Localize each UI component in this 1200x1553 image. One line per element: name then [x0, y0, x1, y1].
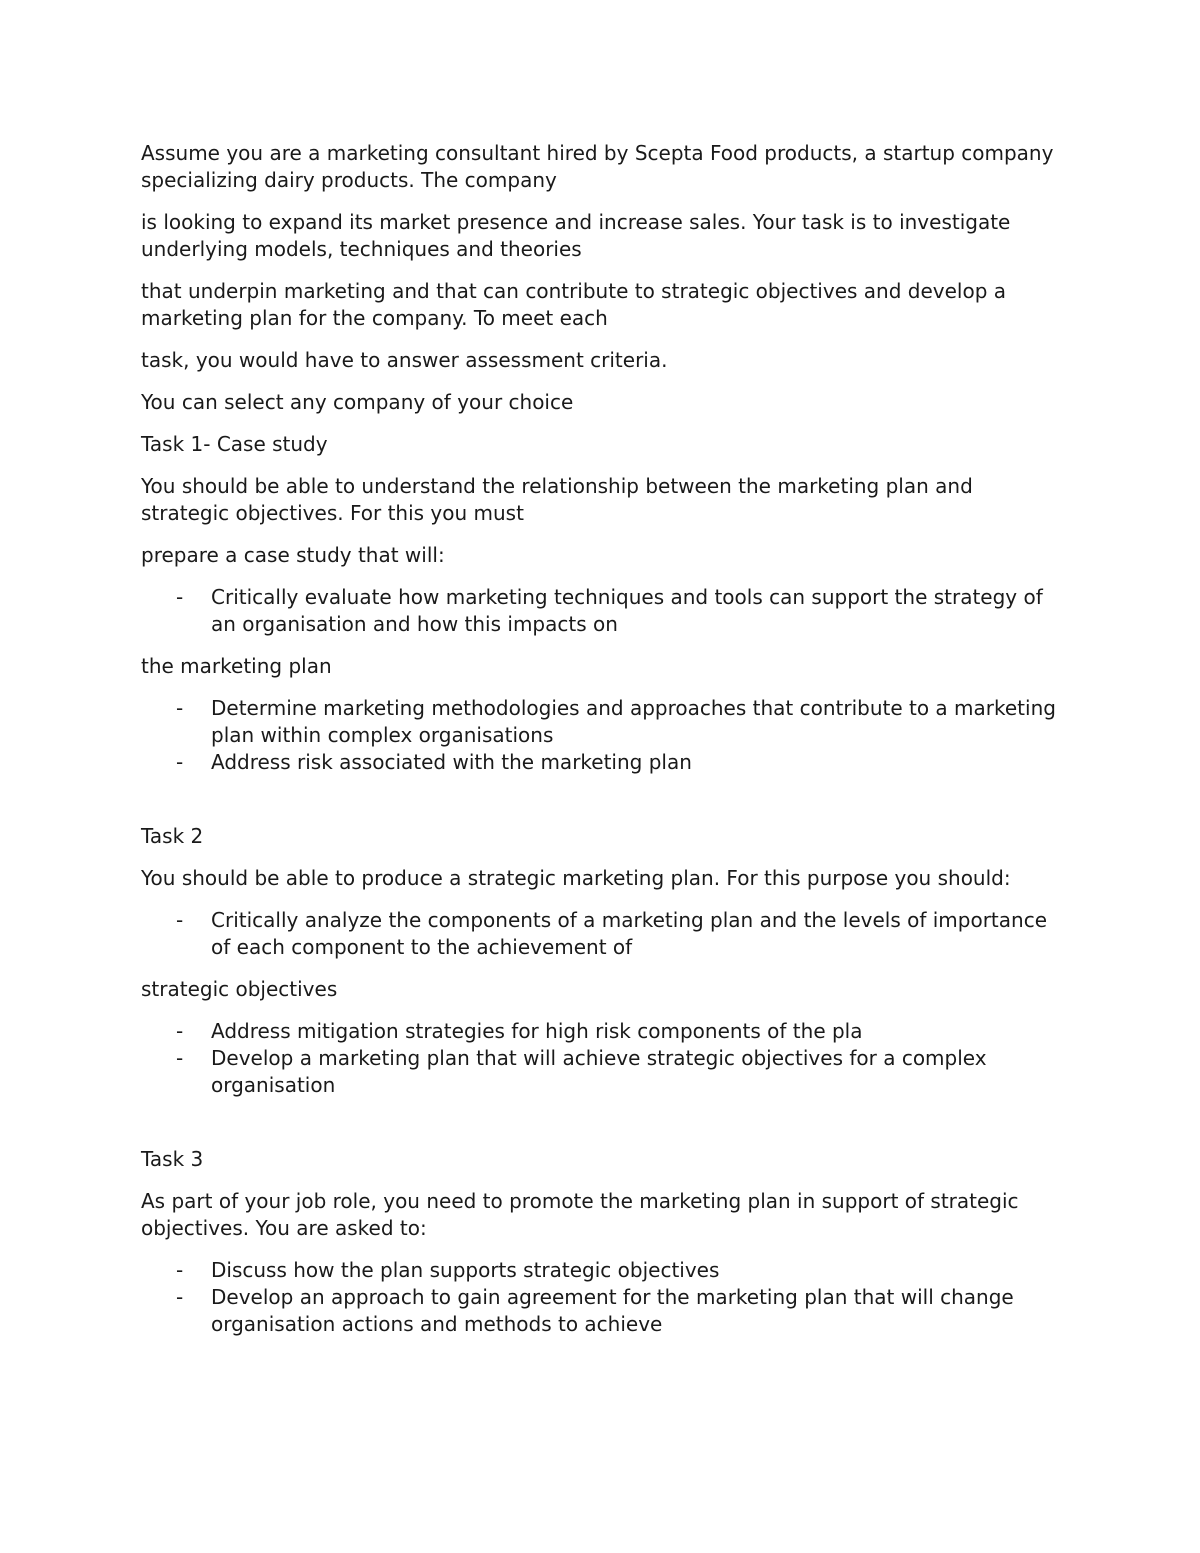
bullet-marker: - — [176, 750, 184, 774]
task2-paragraph-1: You should be able to produce a strategic marketing plan. For this purpose you should: — [141, 866, 1011, 890]
task1-bullet-list-a — [141, 584, 1061, 638]
list-item-text: Address risk associated with the marketing plan — [211, 750, 692, 774]
list-item — [141, 1257, 1061, 1284]
list-item-text: Determine marketing methodologies and approaches that contribute to a marketing plan within complex organisations — [211, 696, 1056, 747]
bullet-marker: - — [176, 1019, 184, 1043]
task3-heading: Task 3 — [141, 1147, 204, 1171]
list-item-text: Address mitigation strategies for high risk components of the pla — [211, 1019, 863, 1043]
intro-paragraph-3: that underpin marketing and that can contribute to strategic objectives and develop a marketing plan for the company. To meet each — [141, 279, 1006, 330]
bullet-marker: - — [176, 585, 184, 609]
task1-paragraph-1: You should be able to understand the relationship between the marketing plan and strategic objectives. For this you must — [141, 474, 973, 525]
list-item — [141, 1045, 1061, 1099]
list-item-text: Develop a marketing plan that will achieve strategic objectives for a complex organisation — [211, 1046, 987, 1097]
task2-continuation: strategic objectives — [141, 977, 338, 1001]
bullet-marker: - — [176, 1258, 184, 1282]
task1-bullet-list-b — [141, 695, 1061, 776]
list-item-text: Discuss how the plan supports strategic objectives — [211, 1258, 720, 1282]
bullet-marker: - — [176, 1046, 184, 1070]
list-item — [141, 907, 1061, 961]
list-item-text: Critically evaluate how marketing techniques and tools can support the strategy of an organisation and how this impacts on — [211, 585, 1043, 636]
section-spacer — [141, 1114, 1061, 1146]
task3-bullet-list — [141, 1257, 1061, 1338]
list-item — [141, 584, 1061, 638]
task2-bullet-list-b — [141, 1018, 1061, 1099]
task2-bullet-list-a — [141, 907, 1061, 961]
task1-paragraph-2: prepare a case study that will: — [141, 543, 445, 567]
task3-paragraph-1: As part of your job role, you need to promote the marketing plan in support of strategic objectives. You are asked to: — [141, 1189, 1019, 1240]
list-item — [141, 749, 1061, 776]
list-item — [141, 1284, 1061, 1338]
list-item — [141, 1018, 1061, 1045]
intro-paragraph-2: is looking to expand its market presence and increase sales. Your task is to investigate underlying models, techniques and theories — [141, 210, 1011, 261]
task1-heading: Task 1- Case study — [141, 432, 328, 456]
list-item-text: Critically analyze the components of a marketing plan and the levels of importance of each component to the achievement of — [211, 908, 1047, 959]
bullet-marker: - — [176, 1285, 184, 1309]
intro-paragraph-1: Assume you are a marketing consultant hired by Scepta Food products, a startup company specializing dairy products. The company — [141, 141, 1054, 192]
task2-heading: Task 2 — [141, 824, 204, 848]
bullet-marker: - — [176, 908, 184, 932]
list-item — [141, 695, 1061, 749]
intro-paragraph-4: task, you would have to answer assessment criteria. — [141, 348, 668, 372]
bullet-marker: - — [176, 696, 184, 720]
intro-paragraph-5: You can select any company of your choice — [141, 390, 574, 414]
document-body — [141, 140, 1061, 1353]
task1-continuation: the marketing plan — [141, 654, 332, 678]
section-spacer — [141, 791, 1061, 823]
list-item-text: Develop an approach to gain agreement for the marketing plan that will change organisation actions and methods to achieve — [211, 1285, 1014, 1336]
